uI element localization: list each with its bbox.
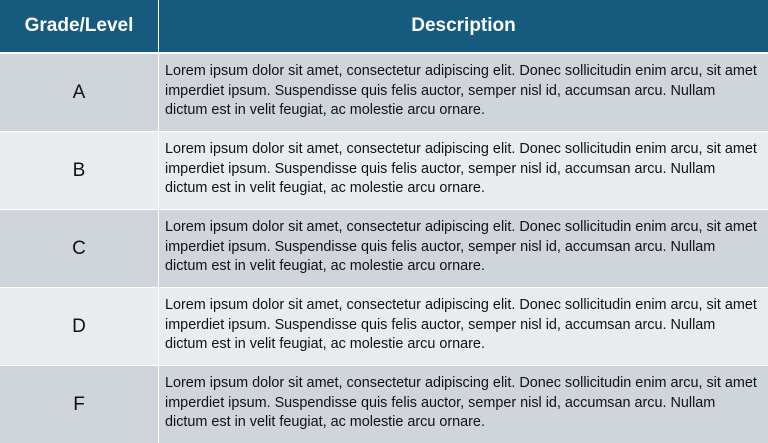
grade-cell: B bbox=[0, 132, 159, 210]
description-cell: Lorem ipsum dolor sit amet, consectetur adipiscing elit. Donec sollicitudin enim arcu, sit amet imperdiet ipsum. Suspendisse quis felis auctor, semper nisl id, accumsan arcu. Nullam dictum est in velit feugiat, ac molestie arcu ornare. bbox=[159, 288, 768, 366]
table-body bbox=[0, 54, 768, 443]
grade-cell: C bbox=[0, 210, 159, 288]
grade-cell: D bbox=[0, 288, 159, 366]
table-row-f bbox=[0, 366, 768, 443]
table-header bbox=[0, 0, 768, 54]
table-row-b bbox=[0, 132, 768, 210]
table-row-a bbox=[0, 54, 768, 132]
header-description: Description bbox=[159, 0, 768, 54]
description-cell: Lorem ipsum dolor sit amet, consectetur adipiscing elit. Donec sollicitudin enim arcu, sit amet imperdiet ipsum. Suspendisse quis felis auctor, semper nisl id, accumsan arcu. Nullam dictum est in velit feugiat, ac molestie arcu ornare. bbox=[159, 366, 768, 443]
header-grade-level: Grade/Level bbox=[0, 0, 159, 54]
grade-cell: A bbox=[0, 54, 159, 132]
description-cell: Lorem ipsum dolor sit amet, consectetur adipiscing elit. Donec sollicitudin enim arcu, sit amet imperdiet ipsum. Suspendisse quis felis auctor, semper nisl id, accumsan arcu. Nullam dictum est in velit feugiat, ac molestie arcu ornare. bbox=[159, 210, 768, 288]
description-cell: Lorem ipsum dolor sit amet, consectetur adipiscing elit. Donec sollicitudin enim arcu, sit amet imperdiet ipsum. Suspendisse quis felis auctor, semper nisl id, accumsan arcu. Nullam dictum est in velit feugiat, ac molestie arcu ornare. bbox=[159, 132, 768, 210]
grade-cell: F bbox=[0, 366, 159, 443]
header-row bbox=[0, 0, 768, 54]
description-cell: Lorem ipsum dolor sit amet, consectetur adipiscing elit. Donec sollicitudin enim arcu, sit amet imperdiet ipsum. Suspendisse quis felis auctor, semper nisl id, accumsan arcu. Nullam dictum est in velit feugiat, ac molestie arcu ornare. bbox=[159, 54, 768, 132]
table-row-c bbox=[0, 210, 768, 288]
table-row-d bbox=[0, 288, 768, 366]
